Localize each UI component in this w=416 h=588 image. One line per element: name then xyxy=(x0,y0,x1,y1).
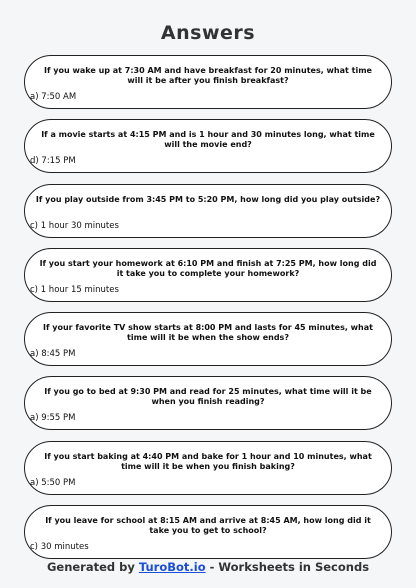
question-text: If your favorite TV show starts at 8:00 PM and lasts for 45 minutes, what time will it be when the show ends? xyxy=(43,323,373,343)
question-text: If you leave for school at 8:15 AM and arrive at 8:45 AM, how long did it take you to get to school? xyxy=(45,516,371,536)
answer-card xyxy=(24,55,392,109)
answer-text: c) 30 minutes xyxy=(30,542,89,553)
question-text: If you play outside from 3:45 PM to 5:20 PM, how long did you play outside? xyxy=(35,194,381,204)
answer-text: a) 5:50 PM xyxy=(30,477,76,488)
answer-text: d) 7:15 PM xyxy=(30,156,76,167)
answer-card xyxy=(24,505,392,559)
answer-card xyxy=(24,376,392,430)
answer-text: a) 8:45 PM xyxy=(30,349,76,360)
answer-card xyxy=(24,441,392,495)
answer-text: a) 9:55 PM xyxy=(30,413,76,424)
answer-text: c) 1 hour 30 minutes xyxy=(30,220,119,231)
question-text: If you wake up at 7:30 AM and have breakfast for 20 minutes, what time will it be after you finish breakfast? xyxy=(44,66,372,85)
turobot-link[interactable]: TuroBot.io xyxy=(138,560,206,574)
answer-text: c) 1 hour 15 minutes xyxy=(30,284,119,295)
answer-card xyxy=(24,184,392,238)
question-text: If you go to bed at 9:30 PM and read for 25 minutes, what time will it be when you finish reading? xyxy=(44,387,372,407)
answer-text: a) 7:50 AM xyxy=(30,92,77,102)
footer-suffix: - Worksheets in Seconds xyxy=(205,560,370,574)
answer-card xyxy=(24,312,392,366)
question-text: If you start baking at 4:40 PM and bake for 1 hour and 10 minutes, what time will it be when you finish baking? xyxy=(44,451,372,471)
footer xyxy=(0,560,416,574)
question-text: If a movie starts at 4:15 PM and is 1 hour and 30 minutes long, what time will the movie end? xyxy=(41,130,375,150)
answer-card xyxy=(24,119,392,173)
question-text: If you start your homework at 6:10 PM and finish at 7:25 PM, how long did it take you to complete your homework? xyxy=(39,258,377,278)
page-title: Answers xyxy=(160,22,256,44)
answer-list xyxy=(24,55,392,569)
footer-prefix: Generated by xyxy=(46,560,139,574)
answer-card xyxy=(24,248,392,302)
